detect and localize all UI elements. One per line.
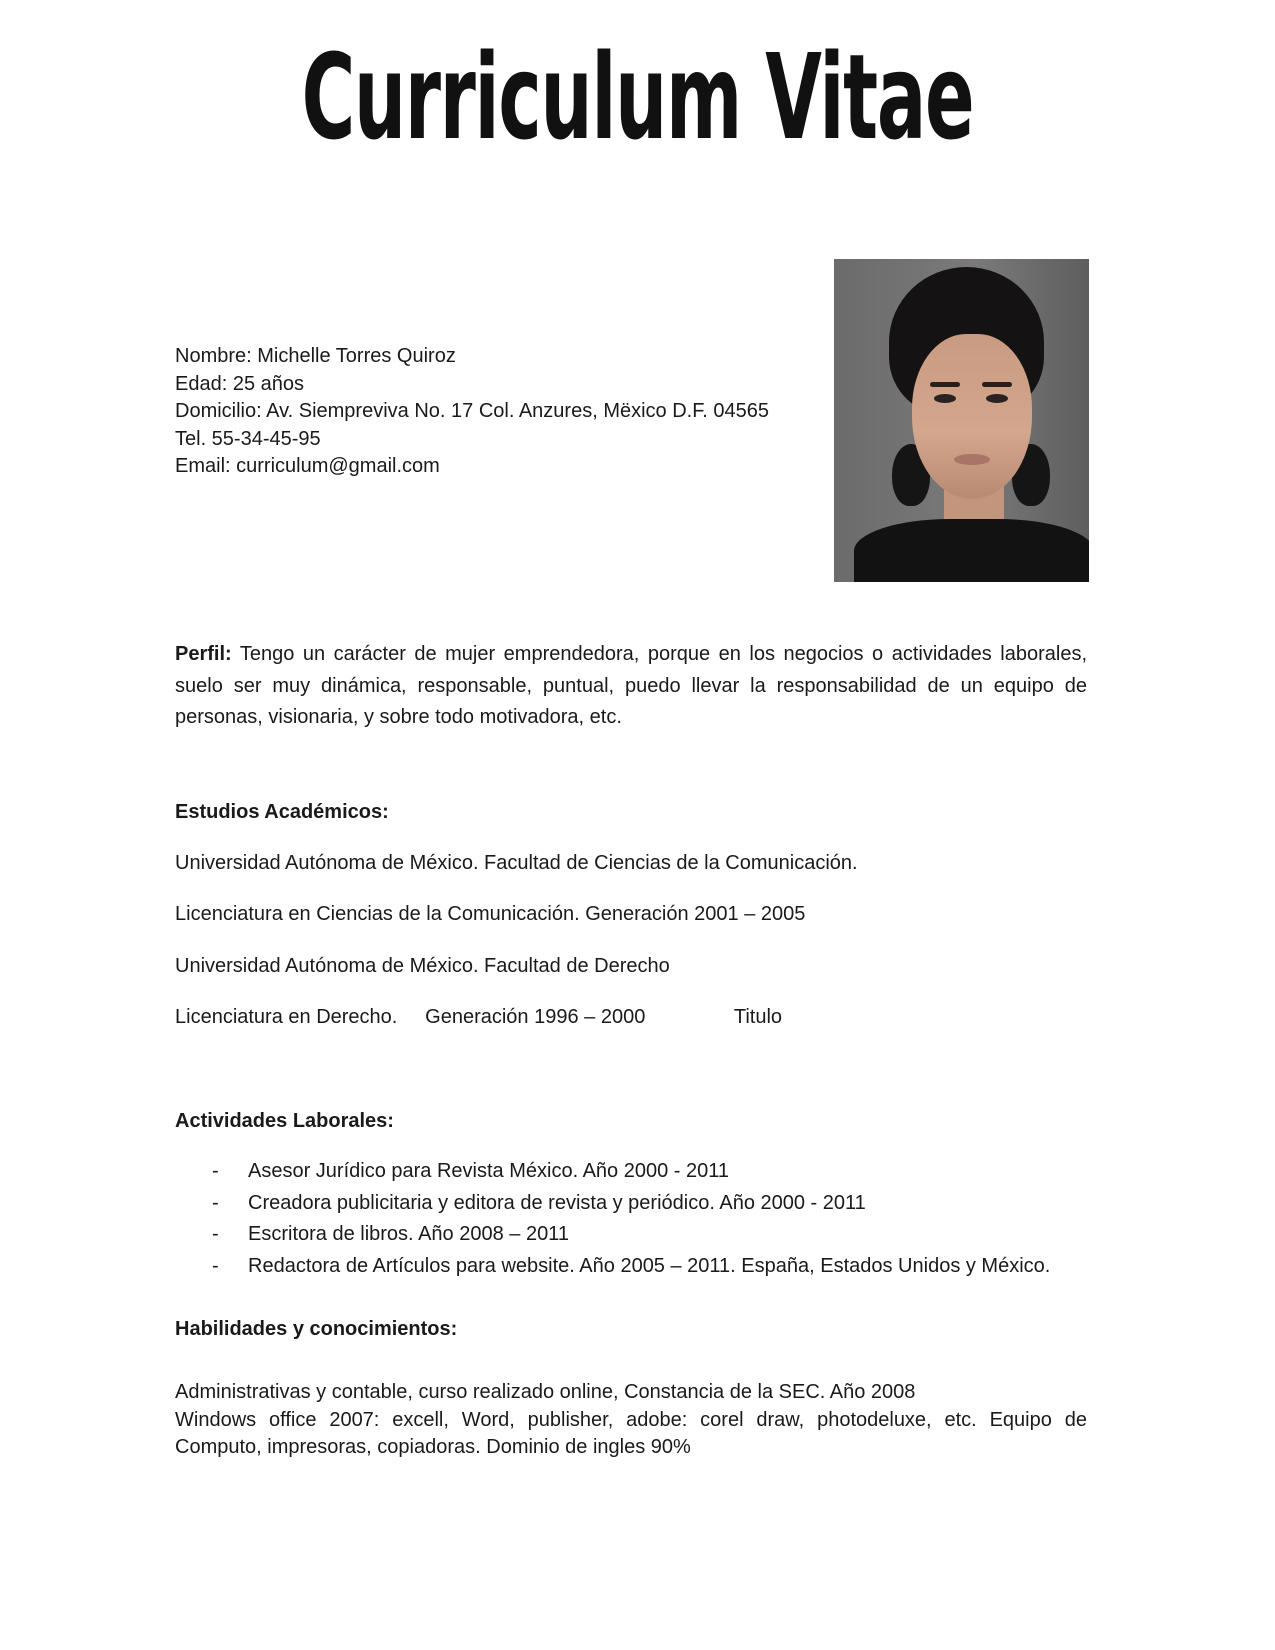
education-line: Licenciatura en Ciencias de la Comunicación. Generación 2001 – 2005 bbox=[175, 903, 806, 925]
photo-brow bbox=[930, 382, 960, 387]
list-item bbox=[175, 1188, 1050, 1220]
bullet-dash: - bbox=[212, 1223, 219, 1245]
photo-eye bbox=[986, 394, 1008, 403]
list-item bbox=[175, 1156, 1050, 1188]
bullet-dash: - bbox=[212, 1160, 219, 1182]
name-line: Nombre: Michelle Torres Quiroz bbox=[175, 345, 456, 367]
education-heading: Estudios Académicos: bbox=[175, 801, 389, 823]
work-heading: Actividades Laborales: bbox=[175, 1110, 394, 1132]
work-list bbox=[175, 1156, 1050, 1282]
list-item bbox=[175, 1219, 1050, 1251]
photo-lips bbox=[954, 454, 990, 465]
bullet-dash: - bbox=[212, 1191, 219, 1214]
phone-line: Tel. 55-34-45-95 bbox=[175, 427, 321, 450]
photo-brow bbox=[982, 382, 1012, 387]
photo-eye bbox=[934, 394, 956, 403]
profile-text: Tengo un carácter de mujer emprendedora, porque en los negocios o actividades laborales, suelo ser muy dinámica, responsable, puntual, puedo llevar la responsabilidad de un equipo de personas, visionaria, y sobre todo motivadora, etc. bbox=[175, 643, 1087, 728]
bullet-dash: - bbox=[212, 1254, 219, 1277]
profile-label: Perfil: bbox=[175, 643, 232, 665]
education-line: Universidad Autónoma de México. Facultad de Derecho bbox=[175, 955, 670, 977]
portrait-photo bbox=[834, 259, 1089, 582]
list-item bbox=[175, 1251, 1050, 1283]
education-line: Licenciatura en Derecho. Generación 1996 – 2000 Titulo bbox=[175, 1006, 783, 1028]
email-line: Email: curriculum@gmail.com bbox=[175, 455, 440, 477]
photo-face bbox=[912, 334, 1032, 499]
age-line: Edad: 25 años bbox=[175, 372, 304, 395]
address-line: Domicilio: Av. Siempreviva No. 17 Col. Anzures, Mëxico D.F. 04565 bbox=[175, 400, 769, 422]
work-item-text: Redactora de Artículos para website. Año 2005 – 2011. España, Estados Unidos y México. bbox=[248, 1254, 1051, 1277]
skills-heading: Habilidades y conocimientos: bbox=[175, 1318, 458, 1340]
document-title: Curriculum Vitae bbox=[301, 28, 974, 166]
work-item-text: Escritora de libros. Año 2008 – 2011 bbox=[248, 1223, 569, 1245]
skills-line: Windows office 2007: excell, Word, publisher, adobe: corel draw, photodeluxe, etc. Equipo de Computo, impresoras, copiadoras. Dominio de ingles 90% bbox=[175, 1408, 1087, 1458]
personal-info bbox=[175, 343, 769, 481]
photo-jacket bbox=[854, 519, 1089, 582]
work-item-text: Asesor Jurídico para Revista México. Año 2000 - 2011 bbox=[248, 1160, 729, 1182]
work-item-text: Creadora publicitaria y editora de revista y periódico. Año 2000 - 2011 bbox=[248, 1191, 866, 1214]
profile-paragraph bbox=[175, 639, 1087, 734]
skills-line: Administrativas y contable, curso realizado online, Constancia de la SEC. Año 2008 bbox=[175, 1381, 916, 1403]
skills-paragraph bbox=[175, 1379, 1087, 1462]
education-line: Universidad Autónoma de México. Facultad de Ciencias de la Comunicación. bbox=[175, 852, 858, 874]
